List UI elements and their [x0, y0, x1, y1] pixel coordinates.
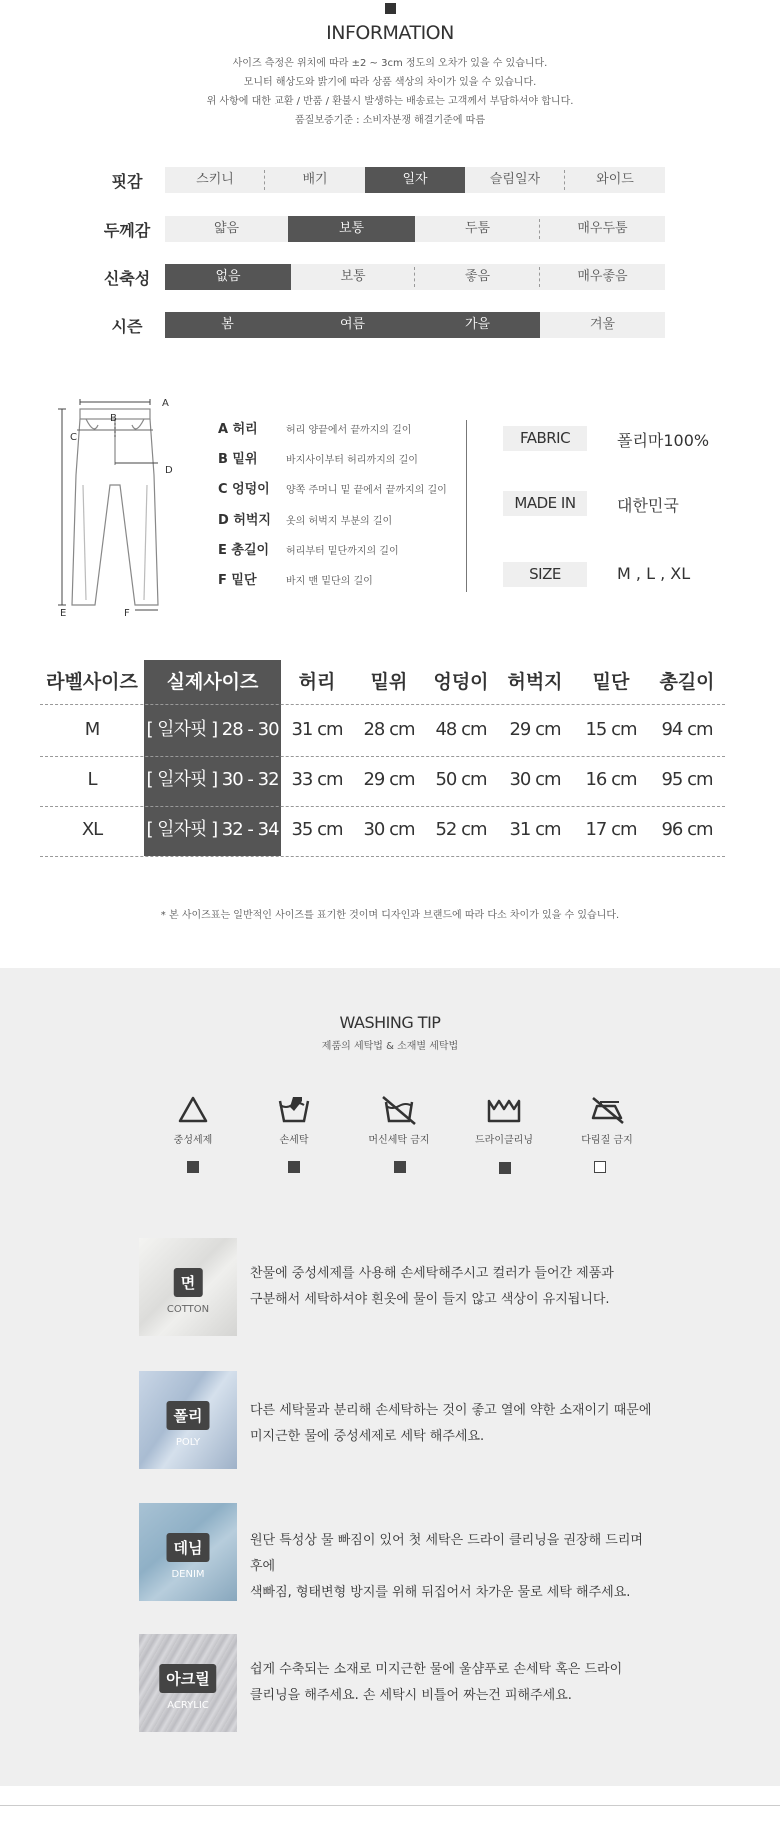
attribute-label: 두께감: [103, 221, 151, 240]
table-header: 허리: [298, 671, 336, 693]
wash-checkbox-checked: [187, 1161, 199, 1173]
acrylic-photo: [139, 1634, 237, 1732]
divider: [466, 420, 467, 592]
information-notes: [0, 54, 780, 130]
table-cell: 16 cm: [585, 769, 637, 790]
wash-checkbox-checked: [499, 1162, 511, 1174]
washing-subtitle: 제품의 세탁법 & 소재별 세탁법: [321, 1041, 459, 1052]
fabric-line: 찬물에 중성세제를 사용해 손세탁해주시고 컬러가 들어간 제품과: [250, 1266, 614, 1281]
table-cell: 33 cm: [291, 769, 343, 790]
fabric-line: 쉽게 수축되는 소재로 미지근한 물에 울샴푸로 손세탁 혹은 드라이: [250, 1662, 623, 1677]
table-cell: 30 cm: [509, 769, 561, 790]
wash-checkbox-unchecked: [594, 1161, 606, 1173]
fabric-line: 미지근한 물에 중성세제로 세탁 해주세요.: [250, 1429, 485, 1444]
wash-label: 머신세탁 금지: [368, 1135, 430, 1146]
size-table-note: * 본 사이즈표는 일반적인 사이즈를 표기한 것이며 디자인과 브랜드에 따라 다소 차이가 있을 수 있습니다.: [160, 910, 620, 921]
measurement-key: A 허리: [218, 422, 258, 437]
table-cell: L: [87, 769, 97, 790]
measurement-desc: 옷의 허벅지 부분의 길이: [286, 516, 393, 527]
wash-checkbox-checked: [394, 1161, 406, 1173]
attribute-label: 시즌: [111, 317, 143, 336]
fabric-english: DENIM: [171, 1569, 205, 1580]
diagram-letter-d: D: [165, 465, 173, 476]
attribute-option: 매우두툼: [540, 216, 665, 242]
attribute-option: 와이드: [565, 167, 665, 193]
table-cell: 29 cm: [363, 769, 415, 790]
attribute-option-selected: 여름: [290, 312, 415, 338]
fabric-badge: 폴리: [167, 1401, 210, 1430]
fabric-description: [250, 1657, 658, 1709]
attribute-bar: [165, 167, 665, 193]
fabric-line: 구분해서 세탁하셔야 흰옷에 물이 들지 않고 색상이 유지됩니다.: [250, 1292, 610, 1307]
attribute-bar: [165, 216, 665, 242]
table-cell: 29 cm: [509, 719, 561, 740]
attribute-option: 얇음: [165, 216, 288, 242]
note-line: 모니터 해상도와 밝기에 따라 상품 색상의 차이가 있을 수 있습니다.: [243, 77, 537, 88]
attribute-option: 겨울: [540, 312, 665, 338]
table-cell: 94 cm: [661, 719, 713, 740]
measurement-desc: 바지 맨 밑단의 길이: [286, 576, 373, 587]
fabric-english: POLY: [175, 1437, 201, 1448]
table-cell: 28 cm: [363, 719, 415, 740]
cotton-photo: [139, 1238, 237, 1336]
table-divider: [40, 856, 725, 857]
fabric-english: COTTON: [166, 1304, 210, 1315]
note-line: 위 사항에 대한 교환 / 반품 / 환불시 발생하는 배송료는 고객께서 부담하셔야 합니다.: [206, 96, 574, 107]
attribute-label: 신축성: [103, 269, 151, 288]
diagram-letter-c: C: [70, 432, 77, 443]
attribute-option: 좋음: [415, 264, 540, 290]
wash-label: 드라이클리닝: [475, 1135, 533, 1146]
fabric-badge: 아크릴: [159, 1664, 216, 1693]
table-divider: [40, 704, 725, 705]
table-header: 밑위: [370, 671, 408, 693]
table-cell: [ 일자핏 ] 28 - 30: [146, 719, 279, 740]
measurement-desc: 허리부터 밑단까지의 길이: [286, 546, 399, 557]
table-header: 밑단: [592, 671, 630, 693]
attribute-option: 매우좋음: [540, 264, 665, 290]
table-cell: 31 cm: [291, 719, 343, 740]
attribute-option-selected: 없음: [165, 264, 291, 290]
attribute-bar: [165, 264, 665, 290]
footer-divider: [0, 1805, 780, 1806]
table-cell: 30 cm: [363, 819, 415, 840]
table-cell: 48 cm: [435, 719, 487, 740]
wash-label: 중성세제: [173, 1135, 213, 1146]
table-cell: M: [84, 719, 100, 740]
table-cell: 15 cm: [585, 719, 637, 740]
spec-label-made-in: MADE IN: [503, 491, 587, 516]
table-cell: 96 cm: [661, 819, 713, 840]
hand-wash-icon: [272, 1093, 316, 1127]
attribute-elasticity: [0, 264, 780, 290]
attribute-option: 배기: [265, 167, 365, 193]
table-cell: 17 cm: [585, 819, 637, 840]
table-cell: XL: [81, 819, 103, 840]
spec-value-made-in: 대한민국: [617, 496, 679, 515]
table-header: 허벅지: [507, 671, 563, 693]
fabric-line: 색빠짐, 형태변형 방지를 위해 뒤집어서 차가운 물로 세탁 해주세요.: [250, 1585, 631, 1600]
fabric-description: [250, 1398, 658, 1450]
pants-diagram: [50, 395, 180, 625]
washing-title: WASHING TIP: [339, 1013, 441, 1032]
table-cell: 50 cm: [435, 769, 487, 790]
spec-label-size: SIZE: [503, 562, 587, 587]
table-cell: 95 cm: [661, 769, 713, 790]
spec-value-fabric: 폴리마100%: [617, 431, 710, 450]
attribute-option-selected: 일자: [365, 167, 465, 193]
fabric-description: [250, 1261, 658, 1313]
measurement-desc: 허리 양끝에서 끝까지의 길이: [286, 425, 412, 436]
attribute-option: 스키니: [165, 167, 265, 193]
table-header: 총길이: [659, 671, 715, 693]
table-header: 엉덩이: [433, 671, 489, 693]
measurement-key: F 밑단: [218, 573, 257, 588]
spec-value-size: M , L , XL: [617, 564, 691, 583]
attribute-option-selected: 봄: [165, 312, 290, 338]
fabric-line: 클리닝을 해주세요. 손 세탁시 비틀어 짜는건 피해주세요.: [250, 1688, 572, 1703]
diagram-letter-a: A: [162, 398, 169, 409]
poly-photo: [139, 1371, 237, 1469]
measurement-key: B 밑위: [218, 452, 258, 467]
measurement-desc: 바지사이부터 허리까지의 길이: [286, 455, 418, 466]
fabric-badge: 면: [174, 1268, 203, 1297]
header-marker: [385, 3, 396, 14]
table-header: 라벨사이즈: [46, 671, 138, 693]
table-cell: 52 cm: [435, 819, 487, 840]
measurement-desc: 양쪽 주머니 밑 끝에서 끝까지의 길이: [286, 485, 447, 496]
no-ironing-icon: [585, 1093, 629, 1127]
wash-checkbox-checked: [288, 1161, 300, 1173]
attribute-fit: [0, 167, 780, 193]
attribute-bar: [165, 312, 665, 338]
fabric-line: 원단 특성상 물 빠짐이 있어 첫 세탁은 드라이 클리닝을 권장해 드리며 후에: [250, 1533, 643, 1574]
measurement-key: C 엉덩이: [218, 482, 270, 497]
table-cell: [ 일자핏 ] 30 - 32: [146, 769, 279, 790]
note-line: 사이즈 측정은 위치에 따라 ±2 ~ 3cm 정도의 오차가 있을 수 있습니다.: [232, 58, 548, 69]
attribute-option: 슬림일자: [465, 167, 565, 193]
dry-cleaning-icon: [482, 1093, 526, 1127]
wash-label: 다림질 금지: [581, 1135, 633, 1146]
table-header: 실제사이즈: [166, 671, 259, 693]
fabric-line: 다른 세탁물과 분리해 손세탁하는 것이 좋고 열에 약한 소재이기 때문에: [250, 1403, 652, 1418]
measurement-key: D 허벅지: [218, 513, 271, 528]
fabric-badge: 데님: [167, 1533, 210, 1562]
table-cell: 31 cm: [509, 819, 561, 840]
diagram-letter-b: B: [110, 413, 117, 424]
information-title: INFORMATION: [326, 22, 454, 44]
attribute-option: 두툼: [415, 216, 540, 242]
denim-photo: [139, 1503, 237, 1601]
measurement-key: E 총길이: [218, 543, 270, 558]
table-cell: [ 일자핏 ] 32 - 34: [146, 819, 279, 840]
attribute-option-selected: 보통: [288, 216, 415, 242]
spec-label-fabric: FABRIC: [503, 426, 587, 451]
attribute-season: [0, 312, 780, 338]
attribute-option: 보통: [291, 264, 415, 290]
table-cell: 35 cm: [291, 819, 343, 840]
no-machine-wash-icon: [377, 1093, 421, 1127]
fabric-description: [250, 1528, 658, 1606]
attribute-label: 핏감: [111, 172, 143, 191]
fabric-english: ACRYLIC: [167, 1700, 209, 1711]
attribute-thickness: [0, 216, 780, 242]
diagram-letter-e: E: [60, 608, 67, 619]
attribute-option-selected: 가을: [415, 312, 540, 338]
wash-label: 손세탁: [279, 1135, 309, 1146]
note-line: 품질보증기준 : 소비자분쟁 해결기준에 따름: [295, 115, 485, 126]
diagram-letter-f: F: [124, 608, 130, 619]
neutral-detergent-icon: [171, 1093, 215, 1127]
